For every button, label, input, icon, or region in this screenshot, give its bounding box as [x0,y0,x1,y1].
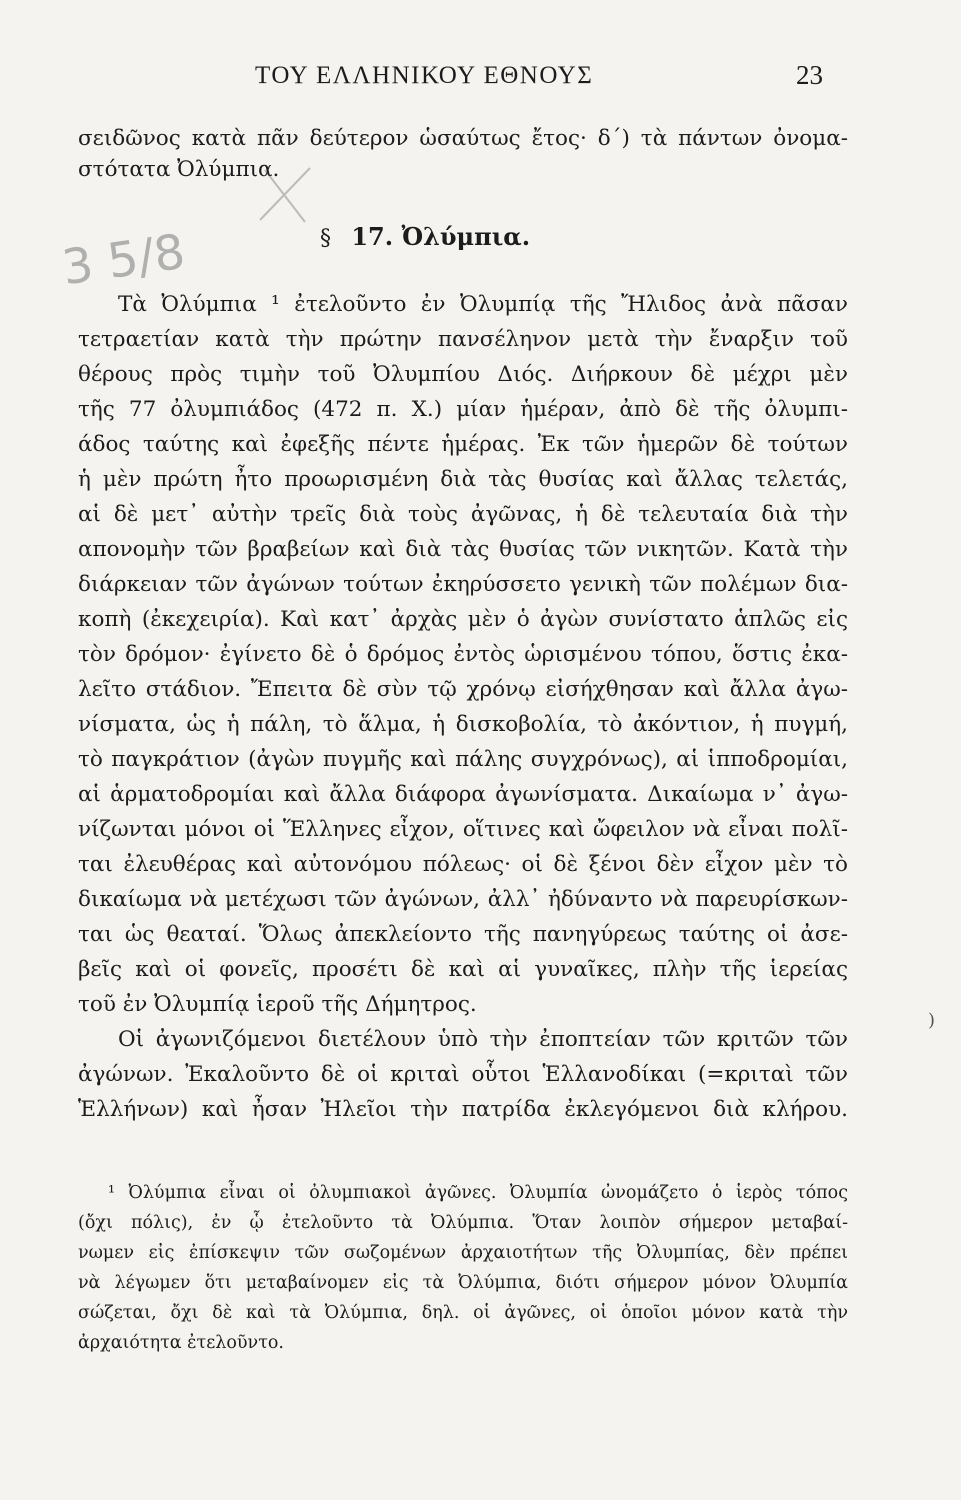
margin-mark: ) [928,1010,936,1031]
pencil-annotation: 3 5/8 [58,223,189,297]
section-title: 17. Ὀλύμπια. [351,222,531,251]
body-line: Τὰ Ὀλύμπια ¹ ἐτελοῦντο ἐν Ὀλυμπίᾳ τῆς Ἤλιδος ἀνὰ πᾶσαν [118,292,848,317]
body-line: Ἑλλήνων) καὶ ἦσαν Ἠλεῖοι τὴν πατρίδα ἐκλεγόμενοι διὰ κλήρου. [78,1097,848,1122]
body-line: νίζωνται μόνοι οἱ Ἕλληνες εἶχον, οἵτινες καὶ ὤφειλον νὰ εἶναι πολῖ- [78,817,848,842]
body-line: τὸ παγκράτιον (ἀγὼν πυγμῆς καὶ πάλης συγχρόνως), αἱ ἱπποδρομίαι, [78,747,848,772]
pencil-cross-mark [250,160,320,230]
intro-line: στότατα Ὀλύμπια. [78,157,280,182]
body-line: νίσματα, ὡς ἡ πάλη, τὸ ἅλμα, ἡ δισκοβολία, τὸ ἀκόντιον, ἡ πυγμή, [78,712,848,737]
footnote-line: σώζεται, ὄχι δὲ καὶ τὰ Ὀλύμπια, δηλ. οἱ ἀγῶνες, οἱ ὁποῖοι μόνον κατὰ τὴν [78,1303,848,1323]
page-number: 23 [796,60,823,90]
body-line: άδος ταύτης καὶ ἐφεξῆς πέντε ἡμέρας. Ἐκ τῶν ἡμερῶν δὲ τούτων [78,432,848,457]
footnote-line: νωμεν εἰς ἐπίσκεψιν τῶν σωζομένων ἀρχαιοτήτων τῆς Ὀλυμπίας, δὲν πρέπει [78,1243,848,1263]
running-title: ΤΟΥ ΕΛΛΗΝΙΚΟΥ ΕΘΝΟΥΣ [255,62,594,89]
footnote-line: ¹ Ὀλύμπια εἶναι οἱ ὀλυμπιακοὶ ἀγῶνες. Ὀλυμπία ὠνομάζετο ὁ ἱερὸς τόπος [108,1183,848,1203]
body-line: λεῖτο στάδιον. Ἔπειτα δὲ σὺν τῷ χρόνῳ εἰσήχθησαν καὶ ἄλλα ἀγω- [78,677,848,702]
section-symbol: § [320,226,331,251]
footnote-line: ἀρχαιότητα ἐτελοῦντο. [78,1333,284,1353]
body-line: ται ὡς θεαταί. Ὅλως ἀπεκλείοντο τῆς πανηγύρεως ταύτης οἱ ἀσε- [78,922,848,947]
body-line: Οἱ ἀγωνιζόμενοι διετέλουν ὑπὸ τὴν ἐποπτείαν τῶν κριτῶν τῶν [118,1027,848,1052]
body-line: τοῦ ἐν Ὀλυμπίᾳ ἱεροῦ τῆς Δήμητρος. [78,992,477,1017]
body-line: αἱ ἁρματοδρομίαι καὶ ἄλλα διάφορα ἀγωνίσματα. Δικαίωμα ν᾽ ἀγω- [78,782,848,807]
intro-line: σειδῶνος κατὰ πᾶν δεύτερον ὡσαύτως ἔτος· δ´) τὰ πάντων ὀνομα- [78,126,848,151]
footnote-line: νὰ λέγωμεν ὅτι μεταβαίνομεν εἰς τὰ Ὀλύμπια, διότι σήμερον μόνον Ὀλυμπία [78,1273,848,1293]
body-line: δικαίωμα νὰ μετέχωσι τῶν ἀγώνων, ἀλλ᾽ ἠδύναντο νὰ παρευρίσκων- [78,887,848,912]
body-line: θέρους πρὸς τιμὴν τοῦ Ὀλυμπίου Διός. Διήρκουν δὲ μέχρι μὲν [78,362,848,387]
body-line: βεῖς καὶ οἱ φονεῖς, προσέτι δὲ καὶ αἱ γυναῖκες, πλὴν τῆς ἱερείας [78,957,848,982]
body-line: διάρκειαν τῶν ἀγώνων τούτων ἐκηρύσσετο γενικὴ τῶν πολέμων δια- [78,572,848,597]
section-heading [320,222,640,258]
body-line: τῆς 77 ὀλυμπιάδος (472 π. Χ.) μίαν ἡμέραν, ἀπὸ δὲ τῆς ὀλυμπι- [78,397,848,422]
footnote-line: (ὄχι πόλις), ἐν ᾧ ἐτελοῦντο τὰ Ὀλύμπια. Ὅταν λοιπὸν σήμερον μεταβαί- [78,1213,848,1233]
body-line: ἀγώνων. Ἐκαλοῦντο δὲ οἱ κριταὶ οὗτοι Ἑλλανοδίκαι (=κριταὶ τῶν [78,1062,848,1087]
body-line: ἡ μὲν πρώτη ἦτο προωρισμένη διὰ τὰς θυσίας καὶ ἄλλας τελετάς, [78,467,848,492]
running-head [0,58,961,94]
body-line: απονομὴν τῶν βραβείων καὶ διὰ τὰς θυσίας τῶν νικητῶν. Κατὰ τὴν [78,537,848,562]
body-line: κοπὴ (ἐκεχειρία). Καὶ κατ᾽ ἀρχὰς μὲν ὁ ἀγὼν συνίστατο ἁπλῶς εἰς [78,607,848,632]
body-line: τετραετίαν κατὰ τὴν πρώτην πανσέληνον μετὰ τὴν ἔναρξιν τοῦ [78,327,848,352]
body-line: τὸν δρόμον· ἐγίνετο δὲ ὁ δρόμος ἐντὸς ὡρισμένου τόπου, ὅστις ἐκα- [78,642,848,667]
body-line: αἱ δὲ μετ᾽ αὐτὴν τρεῖς διὰ τοὺς ἀγῶνας, ἡ δὲ τελευταία διὰ τὴν [78,502,848,527]
body-line: ται ἐλευθέρας καὶ αὐτονόμου πόλεως· οἱ δὲ ξένοι δὲν εἶχον μὲν τὸ [78,852,848,877]
